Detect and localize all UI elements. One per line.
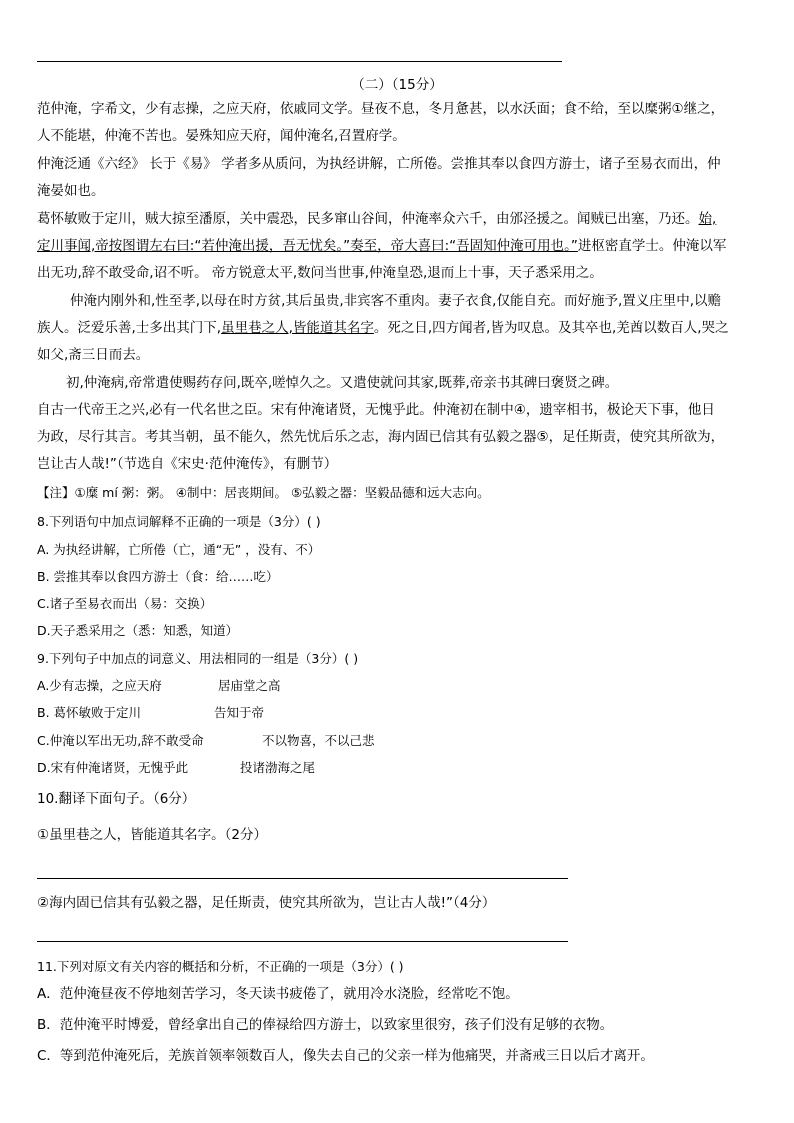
passage-line: 仲淹内刚外和,性至孝,以母在时方贫,其后虽贵,非宾客不重肉。妻子衣食,仅能自充。而好施予,置义庄里中,以赡 <box>70 293 722 309</box>
passage-text: 葛怀敏败于定川，贼大掠至潘原，关中震恐，民多窜山谷间，仲淹率众六千，由邠泾援之。闻贼已出塞，乃还。 <box>37 211 699 227</box>
question-9-stem: 9.下列句子中加点的词意义、用法相同的一组是（3分）( ) <box>37 651 359 666</box>
answer-line-1[interactable] <box>37 878 568 879</box>
question-10-sentence-2: ②海内固已信其有弘毅之器，足任斯责，使究其所欲为，岂让古人哉!”（4分） <box>37 895 496 911</box>
passage-text: 族人。泛爱乐善,士多出其门下, <box>37 320 222 336</box>
underlined-text: 定川事闻,帝按图谓左右曰:“若仲淹出援，吾无忧矣。”奏至，帝大喜曰:“吾固知仲淹可用也。” <box>37 238 578 254</box>
question-9-option-c: C.仲淹以军出无功,辞不敢受命 <box>37 733 204 748</box>
passage-line: 为政，尽行其言。考其当朝，虽不能久，然先忧后乐之志，海内固已信其有弘毅之器⑤，足任斯责，使究其所欲为， <box>37 429 725 445</box>
question-9-option-b: B. 葛怀敏败于定川 <box>37 705 142 720</box>
question-11-stem: 11.下列对原文有关内容的概括和分析，不正确的一项是（3分）( ) <box>37 959 404 974</box>
question-8-option-d: D.天子悉采用之（悉：知悉，知道） <box>37 623 239 638</box>
passage-line: 淹晏如也。 <box>37 183 105 199</box>
question-9-option-a-compare: 居庙堂之高 <box>218 678 281 693</box>
passage-line: 仲淹泛通《六经》 长于《易》 学者多从质问，为执经讲解，亡所倦。尝推其奉以食四方游士，诸子至易衣而出，仲 <box>37 156 721 172</box>
passage-text: 。死之日,四方闻者,皆为叹息。及其卒也,羌酋以数百人,哭之 <box>373 320 729 336</box>
question-8-option-c: C.诸子至易衣而出（易：交换） <box>37 596 213 611</box>
top-rule <box>37 61 562 62</box>
question-8-stem: 8.下列语句中加点词解释不正确的一项是（3分）( ) <box>37 514 321 529</box>
passage-text: 进枢密直学士。仲淹以军 <box>577 238 727 254</box>
question-8-option-a: A. 为执经讲解，亡所倦（亡，通“无” ，没有、不） <box>37 542 321 557</box>
passage-line <box>37 237 726 255</box>
passage-line <box>37 210 716 228</box>
passage-line: 岂让古人哉!”（节选自《宋史·范仲淹传》，有删节） <box>37 456 338 472</box>
question-11-option-b: B．范仲淹平时博爱，曾经拿出自己的俸禄给四方游士，以致家里很穷，孩子们没有足够的衣物。 <box>37 1017 614 1033</box>
question-8-option-b: B. 尝推其奉以食四方游士（食：给……吃） <box>37 569 279 584</box>
passage-line: 范仲淹，字希文，少有志操，之应天府，依戚同文学。昼夜不息，冬月惫甚，以水沃面；食不给，至以糜粥①继之， <box>37 101 725 117</box>
passage-line: 自古一代帝王之兴,必有一代名世之臣。宋有仲淹诸贤，无愧乎此。仲淹初在制中④，遗宰相书，极论天下事，他日 <box>37 402 715 418</box>
passage-line: 人不能堪，仲淹不苦也。晏殊知应天府，闻仲淹名,召置府学。 <box>37 128 406 144</box>
question-9-option-d: D.宋有仲淹诸贤，无愧乎此 <box>37 760 189 775</box>
passage-line: 如父,斋三日而去。 <box>37 347 150 363</box>
underlined-text: 始, <box>698 211 717 227</box>
passage-line <box>37 319 729 337</box>
question-10-stem: 10.翻译下面句子。（6分） <box>37 791 196 807</box>
passage-line: 出无功,辞不敢受命,诏不听。 帝方锐意太平,数问当世事,仲淹皇恐,退而上十事，天子悉采用之。 <box>37 265 603 281</box>
question-10-sentence-1: ①虽里巷之人，皆能道其名字。（2分） <box>37 827 267 843</box>
section-title: （二）（15分） <box>351 77 443 93</box>
underlined-text: 虽里巷之人,皆能道其名字 <box>221 320 374 336</box>
annotation-note: 【注】①糜 mí 粥：粥。 ④制中：居丧期间。 ⑤弘毅之器：坚毅品德和远大志向。 <box>37 485 490 500</box>
answer-line-2[interactable] <box>37 941 568 942</box>
question-9-option-a: A.少有志操，之应天府 <box>37 678 162 693</box>
question-11-option-c: C．等到范仲淹死后，羌族首领率领数百人，像失去自己的父亲一样为他痛哭，并斋戒三日以后才离开。 <box>37 1048 654 1064</box>
question-9-option-b-compare: 告知于帝 <box>214 705 265 720</box>
question-11-option-a: A．范仲淹昼夜不停地刻苦学习，冬天读书疲倦了，就用冷水浇脸，经常吃不饱。 <box>37 986 519 1002</box>
question-9-option-c-compare: 不以物喜，不以己悲 <box>262 733 375 748</box>
question-9-option-d-compare: 投诸渤海之尾 <box>240 760 316 775</box>
passage-line: 初,仲淹病,帝常遣使赐药存问,既卒,嗟悼久之。又遣使就问其家,既葬,帝亲书其碑曰褒贤之碑。 <box>66 375 619 391</box>
